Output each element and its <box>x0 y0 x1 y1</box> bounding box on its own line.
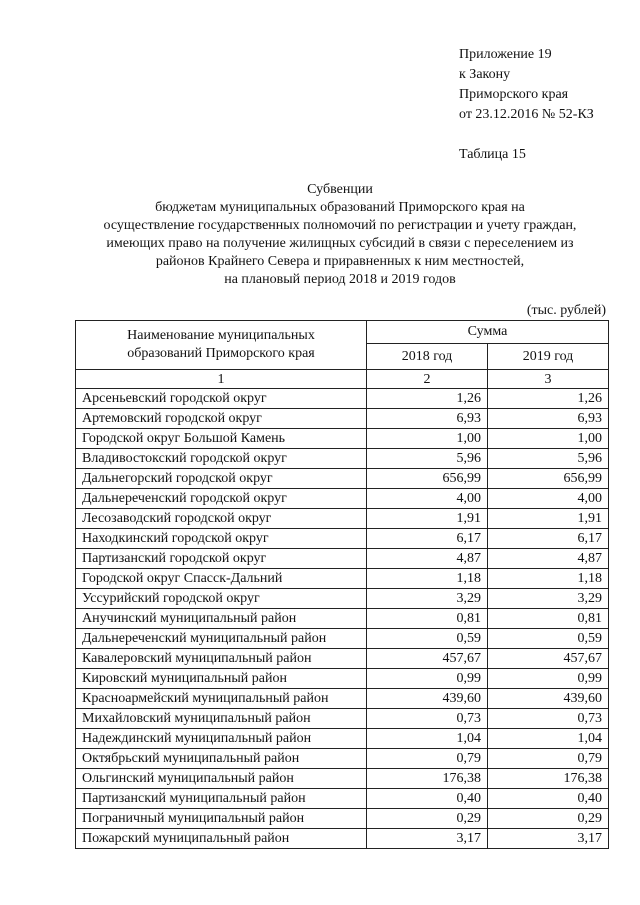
appendix-line: Приложение 19 <box>459 47 552 62</box>
amount-2018-cell: 3,17 <box>367 829 488 849</box>
header-name-line: образований Приморского края <box>127 346 315 361</box>
table-row <box>76 709 609 729</box>
title-line: районов Крайнего Севера и приравненных к ним местностей, <box>155 254 525 269</box>
column-number-cell: 3 <box>488 370 609 389</box>
amount-2019-cell: 3,17 <box>488 829 609 849</box>
municipality-name-cell: Дальнегорский городской округ <box>76 469 367 489</box>
table-row <box>76 749 609 769</box>
amount-2018-cell: 0,99 <box>367 669 488 689</box>
header-year-2018: 2018 год <box>367 344 488 370</box>
amount-2019-cell: 1,00 <box>488 429 609 449</box>
municipality-name-cell: Кировский муниципальный район <box>76 669 367 689</box>
header-name-cell <box>76 321 367 370</box>
amount-2019-cell: 1,26 <box>488 389 609 409</box>
amount-2019-cell: 0,40 <box>488 789 609 809</box>
appendix-reference <box>459 45 594 125</box>
municipality-name-cell: Надеждинский муниципальный район <box>76 729 367 749</box>
amount-2019-cell: 6,17 <box>488 529 609 549</box>
amount-2019-cell: 4,00 <box>488 489 609 509</box>
amount-2019-cell: 656,99 <box>488 469 609 489</box>
amount-2018-cell: 656,99 <box>367 469 488 489</box>
amount-2018-cell: 0,29 <box>367 809 488 829</box>
table-row <box>76 569 609 589</box>
amount-2018-cell: 0,40 <box>367 789 488 809</box>
amount-2019-cell: 0,81 <box>488 609 609 629</box>
municipality-name-cell: Лесозаводский городской округ <box>76 509 367 529</box>
table-row <box>76 689 609 709</box>
amount-2018-cell: 176,38 <box>367 769 488 789</box>
municipality-name-cell: Красноармейский муниципальный район <box>76 689 367 709</box>
table-row <box>76 409 609 429</box>
amount-2018-cell: 1,04 <box>367 729 488 749</box>
amount-2019-cell: 1,18 <box>488 569 609 589</box>
amount-2018-cell: 5,96 <box>367 449 488 469</box>
municipality-name-cell: Партизанский муниципальный район <box>76 789 367 809</box>
table-row <box>76 629 609 649</box>
table-row <box>76 729 609 749</box>
amount-2019-cell: 457,67 <box>488 649 609 669</box>
table-row <box>76 649 609 669</box>
municipality-name-cell: Владивостокский городской округ <box>76 449 367 469</box>
municipality-name-cell: Пограничный муниципальный район <box>76 809 367 829</box>
table-row <box>76 529 609 549</box>
amount-2019-cell: 0,29 <box>488 809 609 829</box>
amount-2018-cell: 457,67 <box>367 649 488 669</box>
amount-2019-cell: 1,04 <box>488 729 609 749</box>
table-row <box>76 769 609 789</box>
subsidies-table <box>75 320 609 849</box>
amount-2019-cell: 439,60 <box>488 689 609 709</box>
municipality-name-cell: Дальнереченский муниципальный район <box>76 629 367 649</box>
table-row <box>76 509 609 529</box>
amount-2018-cell: 0,81 <box>367 609 488 629</box>
amount-2018-cell: 3,29 <box>367 589 488 609</box>
amount-2018-cell: 439,60 <box>367 689 488 709</box>
amount-2018-cell: 6,93 <box>367 409 488 429</box>
table-body <box>76 389 609 849</box>
municipality-name-cell: Дальнереченский городской округ <box>76 489 367 509</box>
municipality-name-cell: Артемовский городской округ <box>76 409 367 429</box>
municipality-name-cell: Находкинский городской округ <box>76 529 367 549</box>
amount-2019-cell: 0,59 <box>488 629 609 649</box>
municipality-name-cell: Ольгинский муниципальный район <box>76 769 367 789</box>
amount-2019-cell: 5,96 <box>488 449 609 469</box>
table-row <box>76 609 609 629</box>
amount-2019-cell: 0,99 <box>488 669 609 689</box>
table-row <box>76 669 609 689</box>
municipality-name-cell: Партизанский городской округ <box>76 549 367 569</box>
amount-2018-cell: 4,00 <box>367 489 488 509</box>
amount-2018-cell: 1,26 <box>367 389 488 409</box>
amount-2018-cell: 6,17 <box>367 529 488 549</box>
municipality-name-cell: Анучинский муниципальный район <box>76 609 367 629</box>
municipality-name-cell: Городской округ Большой Камень <box>76 429 367 449</box>
municipality-name-cell: Октябрьский муниципальный район <box>76 749 367 769</box>
amount-2019-cell: 3,29 <box>488 589 609 609</box>
amount-2019-cell: 6,93 <box>488 409 609 429</box>
amount-2018-cell: 1,18 <box>367 569 488 589</box>
table-row <box>76 589 609 609</box>
municipality-name-cell: Уссурийский городской округ <box>76 589 367 609</box>
amount-2018-cell: 0,73 <box>367 709 488 729</box>
appendix-line: от 23.12.2016 № 52-КЗ <box>459 107 594 122</box>
table-row <box>76 549 609 569</box>
amount-2019-cell: 4,87 <box>488 549 609 569</box>
table-row <box>76 829 609 849</box>
table-row <box>76 389 609 409</box>
municipality-name-cell: Арсеньевский городской округ <box>76 389 367 409</box>
column-number-cell: 1 <box>76 370 367 389</box>
amount-2018-cell: 1,00 <box>367 429 488 449</box>
municipality-name-cell: Михайловский муниципальный район <box>76 709 367 729</box>
title-line: осуществление государственных полномочий по регистрации и учету граждан, <box>103 218 577 233</box>
column-number-cell: 2 <box>367 370 488 389</box>
table-row <box>76 789 609 809</box>
header-year-2019: 2019 год <box>488 344 609 370</box>
units-label: (тыс. рублей) <box>526 303 606 318</box>
appendix-line: Приморского края <box>459 87 569 102</box>
amount-2019-cell: 1,91 <box>488 509 609 529</box>
amount-2019-cell: 0,73 <box>488 709 609 729</box>
title-line: Субвенции <box>307 182 373 197</box>
title-line: бюджетам муниципальных образований Приморского края на <box>155 200 525 215</box>
amount-2018-cell: 1,91 <box>367 509 488 529</box>
header-name-line: Наименование муниципальных <box>127 328 315 343</box>
table-row <box>76 429 609 449</box>
table-row <box>76 489 609 509</box>
title-line: имеющих право на получение жилищных субсидий в связи с переселением из <box>106 236 574 251</box>
document-title <box>70 181 610 289</box>
amount-2018-cell: 0,79 <box>367 749 488 769</box>
amount-2019-cell: 176,38 <box>488 769 609 789</box>
municipality-name-cell: Пожарский муниципальный район <box>76 829 367 849</box>
table-number: Таблица 15 <box>459 147 526 162</box>
amount-2018-cell: 4,87 <box>367 549 488 569</box>
table-row <box>76 469 609 489</box>
title-line: на плановый период 2018 и 2019 годов <box>224 272 456 287</box>
appendix-line: к Закону <box>459 67 511 82</box>
header-sum-cell: Сумма <box>367 321 609 344</box>
amount-2018-cell: 0,59 <box>367 629 488 649</box>
table-row <box>76 809 609 829</box>
municipality-name-cell: Кавалеровский муниципальный район <box>76 649 367 669</box>
municipality-name-cell: Городской округ Спасск-Дальний <box>76 569 367 589</box>
table-row <box>76 449 609 469</box>
amount-2019-cell: 0,79 <box>488 749 609 769</box>
